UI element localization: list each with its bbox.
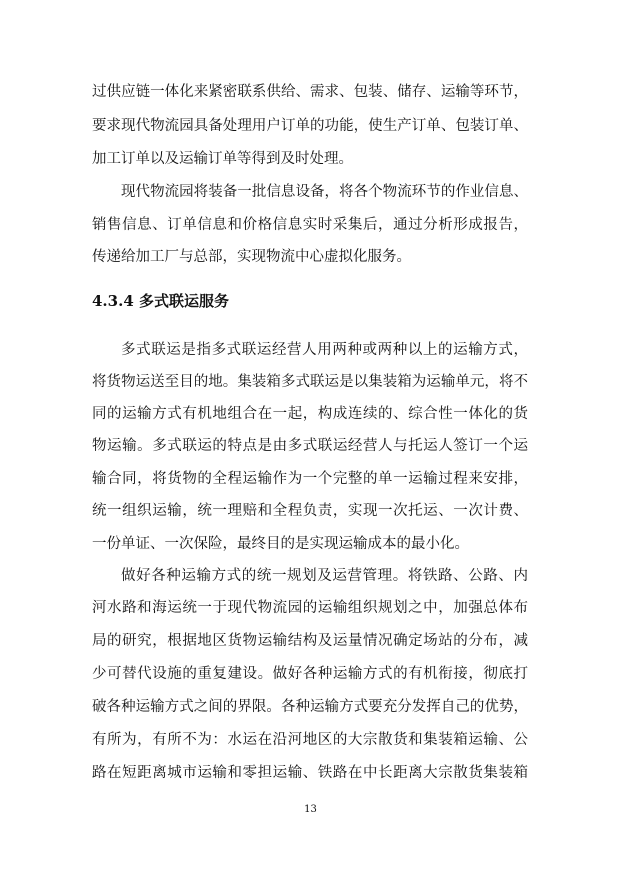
paragraph-line: 将货物运送至目的地。集装箱多式联运是以集装箱为运输单元，将不 (92, 374, 528, 390)
section-heading: 4.3.4 多式联运服务 (92, 292, 229, 310)
paragraph-line: 破各种运输方式之间的界限。各种运输方式要充分发挥自己的优势， (92, 699, 528, 715)
paragraph-line: 现代物流园将装备一批信息设备，将各个物流环节的作业信息、 (121, 184, 528, 200)
paragraph-line: 加工订单以及运输订单等得到及时处理。 (92, 151, 353, 167)
paragraph-line: 统一组织运输，统一理赔和全程负责，实现一次托运、一次计费、 (92, 503, 528, 519)
paragraph-line: 做好各种运输方式的统一规划及运营管理。将铁路、公路、内 (121, 568, 528, 584)
paragraph-line: 物运输。多式联运的特点是由多式联运经营人与托运人签订一个运 (92, 438, 528, 454)
paragraph-line: 多式联运是指多式联运经营人用两种或两种以上的运输方式， (121, 342, 528, 358)
page-number: 13 (304, 804, 317, 815)
paragraph-line: 一份单证、一次保险，最终目的是实现运输成本的最小化。 (92, 536, 469, 552)
paragraph-line: 路在短距离城市运输和零担运输、铁路在中长距离大宗散货集装箱 (92, 765, 528, 781)
paragraph-line: 输合同，将货物的全程运输作为一个完整的单一运输过程来安排， (92, 471, 528, 487)
paragraph-line: 有所为，有所不为：水运在沿河地区的大宗散货和集装箱运输、公 (92, 732, 528, 748)
paragraph-line: 过供应链一体化来紧密联系供给、需求、包装、储存、运输等环节， (92, 84, 528, 100)
paragraph-line: 要求现代物流园具备处理用户订单的功能，使生产订单、包装订单、 (92, 118, 528, 134)
paragraph-line: 局的研究，根据地区货物运输结构及运量情况确定场站的分布，减 (92, 633, 528, 649)
paragraph-line: 少可替代设施的重复建设。做好各种运输方式的有机衔接，彻底打 (92, 666, 528, 682)
paragraph-line: 同的运输方式有机地组合在一起，构成连续的、综合性一体化的货 (92, 406, 528, 422)
paragraph-line: 传递给加工厂与总部，实现物流中心虚拟化服务。 (92, 249, 411, 265)
paragraph-line: 河水路和海运统一于现代物流园的运输组织规划之中，加强总体布 (92, 600, 528, 616)
paragraph-line: 销售信息、订单信息和价格信息实时采集后，通过分析形成报告， (92, 217, 528, 233)
